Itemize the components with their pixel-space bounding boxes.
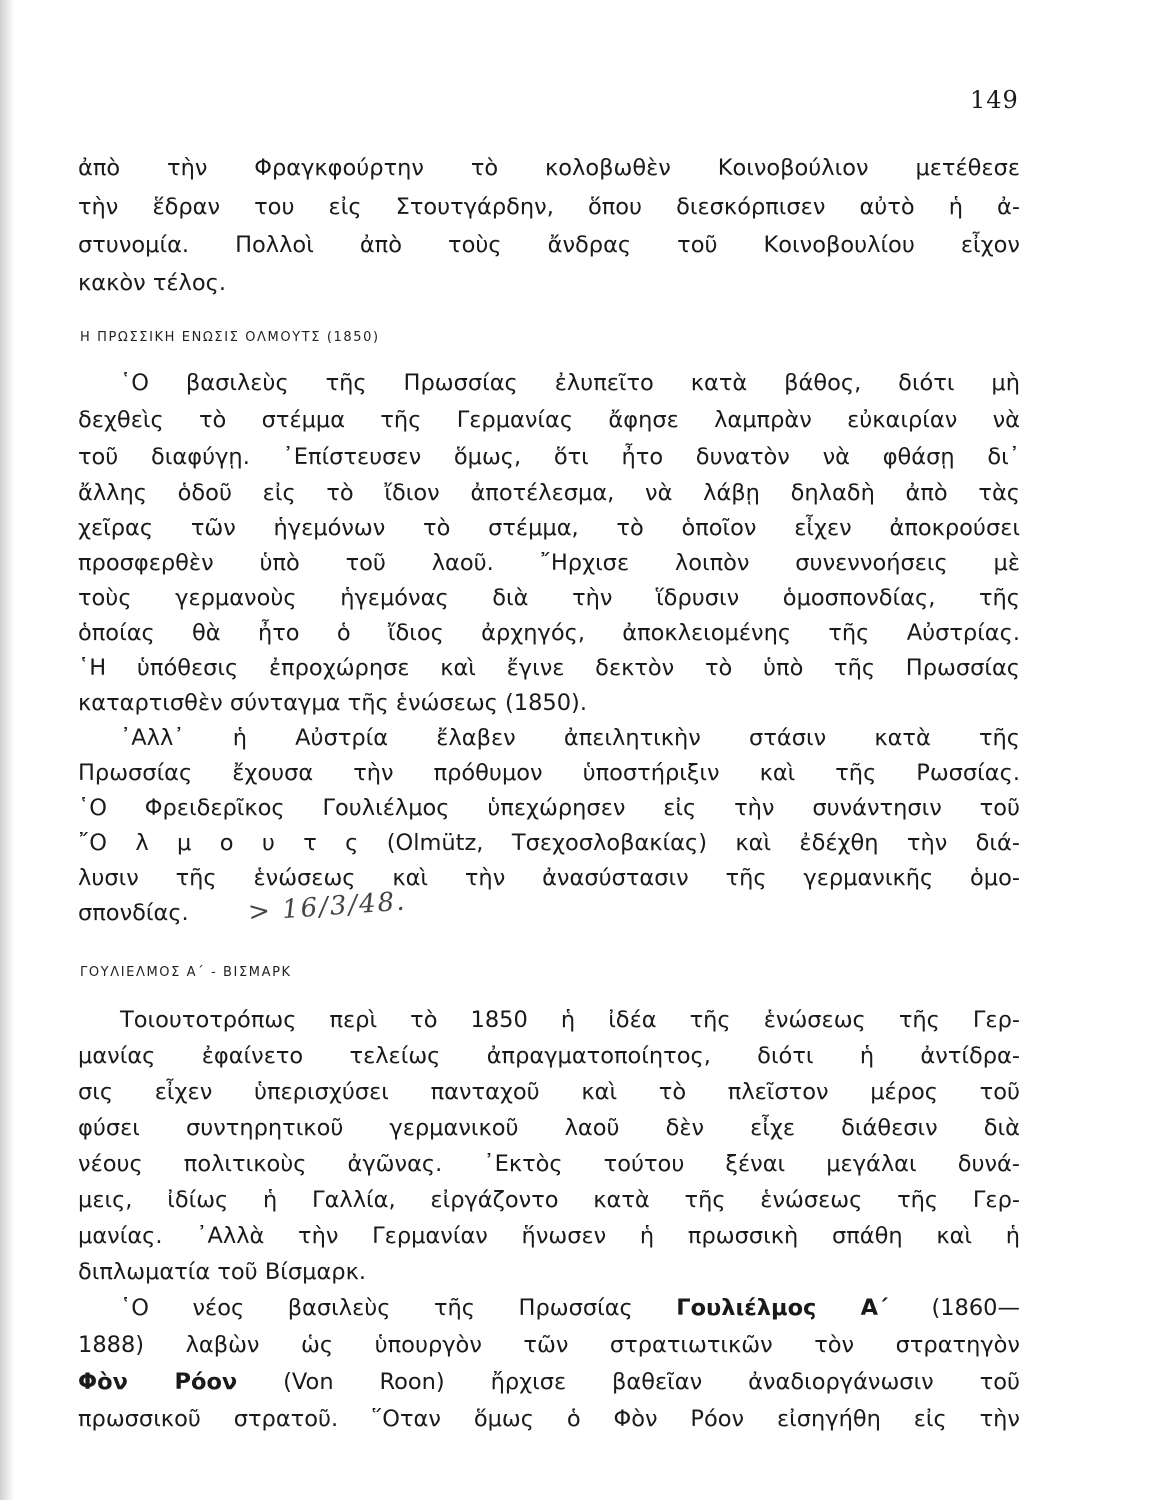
page-edge-shadow [0, 0, 14, 1500]
text-line: πρωσσικοῦ στρατοῦ. ῞Οταν ὅμως ὁ Φὸν Ρόον εἰσηγήθη εἰς τὴν [78, 1406, 1020, 1432]
text-line [78, 1367, 1020, 1397]
text-line: ἄλλης ὁδοῦ εἰς τὸ ἴδιον ἀποτέλεσμα, νὰ λάβῃ δηλαδὴ ἀπὸ τὰς [78, 480, 1020, 506]
text-run: ῾Ο νέος βασιλεὺς τῆς Πρωσσίας [120, 1295, 677, 1321]
text-line: ὁποίας θὰ ἦτο ὁ ἴδιος ἀρχηγός, ἀποκλειομένης τῆς Αὐστρίας. [78, 620, 1020, 646]
text-line: τοὺς γερμανοὺς ἡγεμόνας διὰ τὴν ἵδρυσιν ὁμοσπονδίας, τῆς [78, 585, 1020, 611]
page-number: 149 [970, 86, 1019, 114]
text-line: φύσει συντηρητικοῦ γερμανικοῦ λαοῦ δὲν εἶχε διάθεσιν διὰ [78, 1115, 1020, 1141]
section-heading: Η ΠΡΩΣΣΙΚΗ ΕΝΩΣΙΣ ΟΛΜΟΥΤΣ (1850) [80, 330, 380, 345]
text-line: ῾Ο βασιλεὺς τῆς Πρωσσίας ἐλυπεῖτο κατὰ βάθος, διότι μὴ [120, 370, 1020, 396]
text-line: τοῦ διαφύγῃ. ᾿Επίστευσεν ὅμως, ὅτι ἦτο δυνατὸν νὰ φθάσῃ δι᾿ [78, 444, 1020, 470]
text-line: μανίας ἐφαίνετο τελείως ἀπραγματοποίητος, διότι ἡ ἀντίδρα- [78, 1043, 1020, 1069]
text-line [120, 1293, 1020, 1323]
text-line: τὴν ἕδραν του εἰς Στουτγάρδην, ὅπου διεσκόρπισεν αὐτὸ ἡ ἀ- [78, 194, 1020, 220]
text-line: νέους πολιτικοὺς ἀγῶνας. ᾿Εκτὸς τούτου ξέναι μεγάλαι δυνά- [78, 1151, 1020, 1177]
text-line: κακὸν τέλος. [78, 270, 226, 296]
text-line: ἀπὸ τὴν Φραγκφούρτην τὸ κολοβωθὲν Κοινοβούλιον μετέθεσε [78, 155, 1020, 181]
section-heading: ΓΟΥΛΙΕΛΜΟΣ Α΄ - ΒΙΣΜΑΡΚ [80, 965, 292, 980]
text-line: μεις, ἰδίως ἡ Γαλλία, εἰργάζοντο κατὰ τῆς ἑνώσεως τῆς Γερ- [78, 1187, 1020, 1213]
text-line: 1888) λαβὼν ὡς ὑπουργὸν τῶν στρατιωτικῶν τὸν στρατηγὸν [78, 1332, 1020, 1358]
text-run: (1860— [887, 1295, 1020, 1321]
text-run: (Von Roon) ἤρχισε βαθεῖαν ἀναδιοργάνωσιν τοῦ [237, 1369, 1020, 1395]
bold-name: Γουλιέλμος Α΄ [676, 1295, 888, 1321]
text-line: Τοιουτοτρόπως περὶ τὸ 1850 ἡ ἰδέα τῆς ἑνώσεως τῆς Γερ- [120, 1007, 1020, 1033]
text-line: ῾Η ὑπόθεσις ἐπροχώρησε καὶ ἔγινε δεκτὸν τὸ ὑπὸ τῆς Πρωσσίας [78, 655, 1020, 681]
text-line: χεῖρας τῶν ἡγεμόνων τὸ στέμμα, τὸ ὁποῖον εἶχεν ἀποκρούσει [78, 515, 1020, 541]
text-line: καταρτισθὲν σύνταγμα τῆς ἑνώσεως (1850). [78, 690, 587, 716]
text-line: σπονδίας. [78, 900, 189, 926]
text-line: ᾿Αλλ᾿ ἡ Αὐστρία ἔλαβεν ἀπειλητικὴν στάσιν κατὰ τῆς [120, 725, 1020, 751]
text-line: στυνομία. Πολλοὶ ἀπὸ τοὺς ἄνδρας τοῦ Κοινοβουλίου εἶχον [78, 232, 1020, 258]
text-line: δεχθεὶς τὸ στέμμα τῆς Γερμανίας ἄφησε λαμπρὰν εὐκαιρίαν νὰ [78, 407, 1020, 433]
text-line: μανίας. ᾿Αλλὰ τὴν Γερμανίαν ἥνωσεν ἡ πρωσσικὴ σπάθη καὶ ἡ [78, 1223, 1020, 1249]
bold-name: Φὸν Ρόον [78, 1369, 238, 1395]
text-line: λυσιν τῆς ἑνώσεως καὶ τὴν ἀνασύστασιν τῆς γερμανικῆς ὁμο- [78, 865, 1020, 891]
text-line: σις εἶχεν ὑπερισχύσει πανταχοῦ καὶ τὸ πλεῖστον μέρος τοῦ [78, 1079, 1020, 1105]
text-line: Πρωσσίας ἔχουσα τὴν πρόθυμον ὑποστήριξιν καὶ τῆς Ρωσσίας. [78, 760, 1020, 786]
text-line: διπλωματία τοῦ Βίσμαρκ. [78, 1259, 367, 1285]
handwritten-annotation: > 16/3/48. [247, 886, 408, 928]
text-line: προσφερθὲν ὑπὸ τοῦ λαοῦ. ῎Ηρχισε λοιπὸν συνεννοήσεις μὲ [78, 550, 1020, 576]
text-line: ῎Ο λ μ ο υ τ ς (Olmütz, Τσεχοσλοβακίας) καὶ ἐδέχθη τὴν διά- [78, 830, 1020, 856]
text-line: ῾Ο Φρειδερῖκος Γουλιέλμος ὑπεχώρησεν εἰς τὴν συνάντησιν τοῦ [78, 795, 1020, 821]
